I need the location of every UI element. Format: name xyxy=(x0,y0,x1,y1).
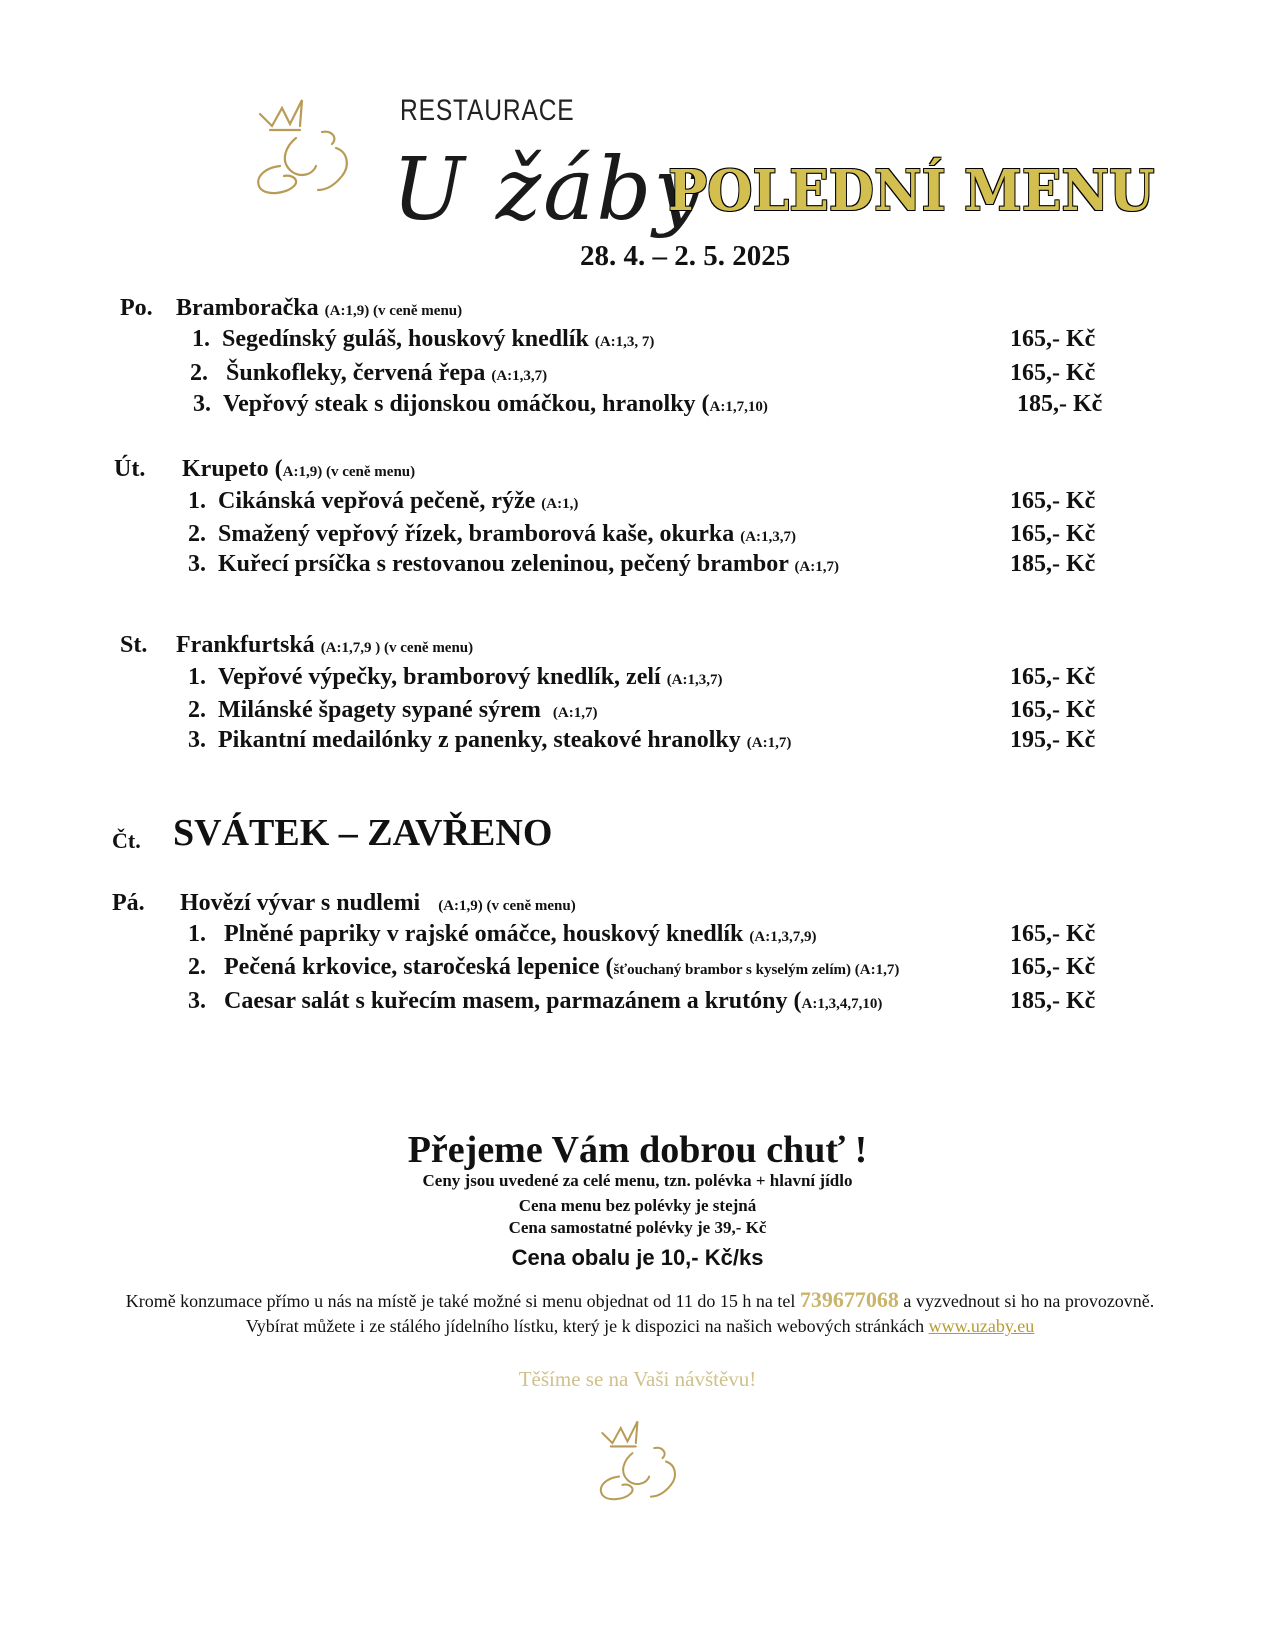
menu-item-wednesday-3 xyxy=(188,727,791,754)
item-number: 2. xyxy=(188,697,206,723)
soup-monday xyxy=(176,295,462,322)
item-allergens: (A:1,7) xyxy=(746,735,792,751)
item-price: 165,- Kč xyxy=(1010,954,1096,980)
price-note-3: Cena samostatné polévky je 39,- Kč xyxy=(508,1218,767,1237)
website-link[interactable]: www.uzaby.eu xyxy=(928,1316,1035,1336)
order-text: Kromě konzumace přímo u nás na místě je také možné si menu objednat od 11 do 15 h na tel xyxy=(125,1291,796,1311)
menu-item-monday-3 xyxy=(193,391,768,418)
soup-note: A:1,9) (v ceně menu) xyxy=(282,464,416,480)
crown-frog-logo-icon xyxy=(250,96,360,206)
menu-item-monday-1 xyxy=(192,326,654,353)
item-allergens: (A:1,3,7) xyxy=(491,368,548,384)
item-allergens: (A:1,) xyxy=(541,496,579,512)
soup-name: Hovězí vývar s nudlemi xyxy=(180,890,421,916)
item-name: Cikánská vepřová pečeně, rýže xyxy=(218,488,536,514)
item-allergens: A:1,3,4,7,10) xyxy=(801,996,883,1012)
soup-name: Frankfurtská xyxy=(176,632,315,658)
menu-item-wednesday-2 xyxy=(188,697,597,724)
day-label-tuesday: Út. xyxy=(114,456,146,482)
item-allergens: (A:1,3,7,9) xyxy=(749,929,817,945)
phone-number-link[interactable]: 739677068 xyxy=(799,1287,899,1312)
item-price: 165,- Kč xyxy=(1010,521,1096,547)
menu-item-tuesday-3 xyxy=(188,551,839,578)
item-name: Pečená krkovice, staročeská lepenice ( xyxy=(224,954,614,980)
soup-note: (A:1,9) (v ceně menu) xyxy=(324,303,463,319)
item-name: Caesar salát s kuřecím masem, parmazánem a krutóny ( xyxy=(224,988,802,1014)
menu-item-friday-1 xyxy=(188,921,816,948)
item-name: Kuřecí prsíčka s restovanou zeleninou, pečený brambor xyxy=(218,551,789,577)
item-allergens: A:1,7,10) xyxy=(709,399,768,415)
brand-name: U žáby xyxy=(392,140,705,240)
brand-restaurace: RESTAURACE xyxy=(400,94,575,127)
soup-tuesday xyxy=(182,456,415,483)
item-name: Vepřové výpečky, bramborový knedlík, zelí xyxy=(218,664,661,690)
price-note-2: Cena menu bez polévky je stejná xyxy=(518,1196,757,1215)
soup-name: Bramboračka xyxy=(176,295,319,321)
item-name: Plněné papriky v rajské omáčce, houskový knedlík xyxy=(224,921,744,947)
item-price: 185,- Kč xyxy=(1010,988,1096,1014)
menu-item-friday-3 xyxy=(188,988,882,1015)
item-price: 185,- Kč xyxy=(1017,391,1103,417)
day-label-thursday: Čt. xyxy=(112,828,141,853)
menu-item-tuesday-2 xyxy=(188,521,796,548)
item-price: 195,- Kč xyxy=(1010,727,1096,753)
item-name: Šunkofleky, červená řepa xyxy=(226,360,486,386)
soup-wednesday xyxy=(176,632,473,659)
item-number: 3. xyxy=(193,391,211,417)
item-price: 165,- Kč xyxy=(1010,488,1096,514)
item-allergens: (A:1,3,7) xyxy=(740,529,797,545)
item-number: 3. xyxy=(188,551,206,577)
item-price: 165,- Kč xyxy=(1010,326,1096,352)
item-number: 2. xyxy=(190,360,208,386)
page-title: POLEDNÍ MENU xyxy=(668,158,1155,224)
day-label-monday: Po. xyxy=(120,295,153,321)
menu-item-tuesday-1 xyxy=(188,488,578,515)
soup-friday xyxy=(180,890,576,917)
item-price: 165,- Kč xyxy=(1010,921,1096,947)
item-name: Smažený vepřový řízek, bramborová kaše, okurka xyxy=(218,521,735,547)
soup-name: Krupeto ( xyxy=(182,456,283,482)
item-price: 185,- Kč xyxy=(1010,551,1096,577)
soup-note: (A:1,9) (v ceně menu) xyxy=(438,898,576,914)
item-number: 1. xyxy=(188,488,206,514)
menu-item-monday-2 xyxy=(190,360,547,387)
goodbye-message: Těšíme se na Vaši návštěvu! xyxy=(518,1367,757,1391)
item-allergens: (A:1,7) xyxy=(794,559,840,575)
bon-appetit-heading: Přejeme Vám dobrou chuť ! xyxy=(407,1129,868,1171)
item-number: 3. xyxy=(188,988,206,1014)
item-price: 165,- Kč xyxy=(1010,360,1096,386)
order-info xyxy=(120,1287,1160,1339)
menu-item-wednesday-1 xyxy=(188,664,723,691)
item-price: 165,- Kč xyxy=(1010,664,1096,690)
item-number: 1. xyxy=(188,921,206,947)
holiday-closed-notice: SVÁTEK – ZAVŘENO xyxy=(173,812,553,854)
day-label-friday: Pá. xyxy=(112,890,145,916)
item-name: Segedínský guláš, houskový knedlík xyxy=(222,326,589,352)
item-name: Milánské špagety sypané sýrem xyxy=(218,697,541,723)
menu-date-range: 28. 4. – 2. 5. 2025 xyxy=(580,240,791,272)
order-text: a vyzvednout si ho na provozovně. Vybírat můžete i ze stálého jídelního lístku, který je k dispozici na našich webových stránkách xyxy=(245,1291,1155,1336)
item-number: 2. xyxy=(188,954,206,980)
crown-frog-logo-icon xyxy=(594,1418,686,1510)
item-allergens: (A:1,3,7) xyxy=(666,672,723,688)
item-number: 1. xyxy=(188,664,206,690)
item-name: Vepřový steak s dijonskou omáčkou, hranolky ( xyxy=(223,391,710,417)
item-number: 2. xyxy=(188,521,206,547)
item-allergens: šťouchaný brambor s kyselým zelím) (A:1,7) xyxy=(613,962,900,978)
packaging-price: Cena obalu je 10,- Kč/ks xyxy=(511,1245,764,1270)
item-allergens: (A:1,7) xyxy=(552,705,598,721)
price-note-1: Ceny jsou uvedené za celé menu, tzn. polévka + hlavní jídlo xyxy=(422,1171,853,1190)
item-name: Pikantní medailónky z panenky, steakové hranolky xyxy=(218,727,741,753)
item-number: 1. xyxy=(192,326,210,352)
day-label-wednesday: St. xyxy=(120,632,148,658)
item-number: 3. xyxy=(188,727,206,753)
item-allergens: (A:1,3, 7) xyxy=(594,334,655,350)
menu-item-friday-2 xyxy=(188,954,899,981)
item-price: 165,- Kč xyxy=(1010,697,1096,723)
soup-note: (A:1,7,9 ) (v ceně menu) xyxy=(320,640,474,656)
